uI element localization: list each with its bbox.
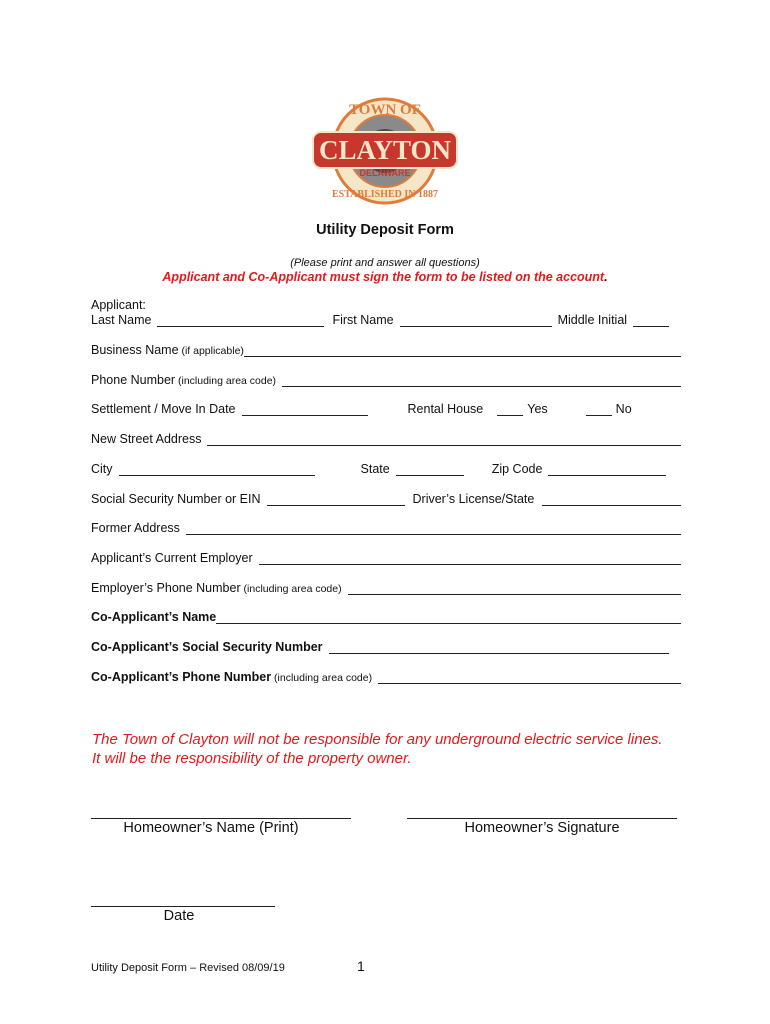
disclaimer	[92, 730, 712, 768]
new-street-field[interactable]	[207, 433, 681, 446]
applicant-heading: Applicant:	[91, 298, 146, 312]
homeowner-signature-label: Homeowner’s Signature	[464, 820, 620, 836]
disclaimer-line-1: The Town of Clayton will not be responsible for any underground electric service lines.	[92, 731, 663, 748]
co-applicant-ssn-label: Co-Applicant’s Social Security Number	[91, 640, 323, 654]
rental-house-label: Rental House	[407, 402, 484, 416]
co-applicant-phone-field[interactable]	[378, 671, 681, 684]
former-address-label: Former Address	[91, 521, 180, 535]
business-name-note: (if applicable)	[178, 345, 244, 357]
zip-field[interactable]	[548, 463, 666, 476]
former-address-row	[91, 521, 681, 535]
rental-yes-field[interactable]	[497, 403, 523, 416]
state-label: State	[360, 462, 390, 476]
logo-name: CLAYTON	[318, 135, 452, 165]
form-subtitle: (Please print and answer all questions)	[290, 257, 480, 269]
employer-phone-note: (including area code)	[240, 583, 342, 595]
former-address-field[interactable]	[186, 522, 681, 535]
employer-phone-field[interactable]	[348, 582, 681, 595]
logo-state: DELAWARE	[359, 168, 411, 178]
ssn-field[interactable]	[267, 493, 405, 506]
co-name-row	[91, 610, 681, 624]
business-name-field[interactable]	[244, 344, 681, 357]
homeowner-signature-line[interactable]	[407, 818, 677, 819]
co-applicant-name-field[interactable]	[216, 611, 681, 624]
co-applicant-name-label: Co-Applicant’s Name	[91, 610, 217, 624]
homeowner-name-line[interactable]	[91, 818, 351, 819]
settlement-row	[91, 402, 681, 416]
employer-phone-label: Employer’s Phone Number	[91, 581, 241, 595]
sign-notice-period: .	[604, 270, 608, 284]
business-name-label: Business Name	[91, 343, 179, 357]
settlement-label: Settlement / Move In Date	[91, 402, 236, 416]
employer-label: Applicant’s Current Employer	[91, 551, 253, 565]
phone-number-label: Phone Number	[91, 373, 176, 387]
rental-yes-label: Yes	[527, 402, 548, 416]
employer-field[interactable]	[259, 552, 681, 565]
date-line[interactable]	[91, 906, 275, 907]
zip-label: Zip Code	[491, 462, 543, 476]
logo-established: ESTABLISHED IN 1887	[332, 189, 438, 200]
middle-initial-label: Middle Initial	[557, 313, 628, 327]
employer-row	[91, 551, 681, 565]
settlement-field[interactable]	[242, 403, 368, 416]
homeowner-name-label: Homeowner’s Name (Print)	[123, 820, 299, 836]
sign-notice	[0, 270, 770, 284]
logo-top-text: TOWN OF	[349, 102, 421, 118]
license-label: Driver’s License/State	[412, 492, 535, 506]
co-applicant-ssn-field[interactable]	[329, 641, 669, 654]
phone-number-note: (including area code)	[175, 375, 277, 387]
city-label: City	[91, 462, 113, 476]
new-street-row	[91, 432, 681, 446]
new-street-label: New Street Address	[91, 432, 202, 446]
last-name-field[interactable]	[157, 314, 324, 327]
rental-no-field[interactable]	[586, 403, 612, 416]
first-name-label: First Name	[332, 313, 394, 327]
co-applicant-phone-label: Co-Applicant’s Phone Number	[91, 670, 272, 684]
business-row	[91, 343, 681, 357]
form-title: Utility Deposit Form	[316, 222, 454, 238]
name-row	[91, 313, 681, 327]
phone-number-field[interactable]	[282, 374, 681, 387]
city-row	[91, 462, 681, 476]
co-phone-row	[91, 670, 681, 684]
phone-row	[91, 373, 681, 387]
employer-phone-row	[91, 581, 681, 595]
page-number: 1	[357, 958, 365, 974]
date-label: Date	[163, 908, 195, 924]
middle-initial-field[interactable]	[633, 314, 669, 327]
last-name-label: Last Name	[91, 313, 152, 327]
co-ssn-row	[91, 640, 681, 654]
disclaimer-line-2: It will be the responsibility of the property owner.	[92, 750, 412, 767]
rental-no-label: No	[615, 402, 632, 416]
town-logo	[305, 96, 465, 206]
state-field[interactable]	[396, 463, 464, 476]
co-applicant-phone-note: (including area code)	[271, 672, 373, 684]
city-field[interactable]	[119, 463, 315, 476]
sign-notice-text: Applicant and Co-Applicant must sign the form to be listed on the account	[162, 270, 605, 284]
ssn-row	[91, 492, 681, 506]
first-name-field[interactable]	[400, 314, 552, 327]
footer-revision: Utility Deposit Form – Revised 08/09/19	[91, 962, 285, 974]
ssn-label: Social Security Number or EIN	[91, 492, 261, 506]
license-field[interactable]	[542, 493, 681, 506]
